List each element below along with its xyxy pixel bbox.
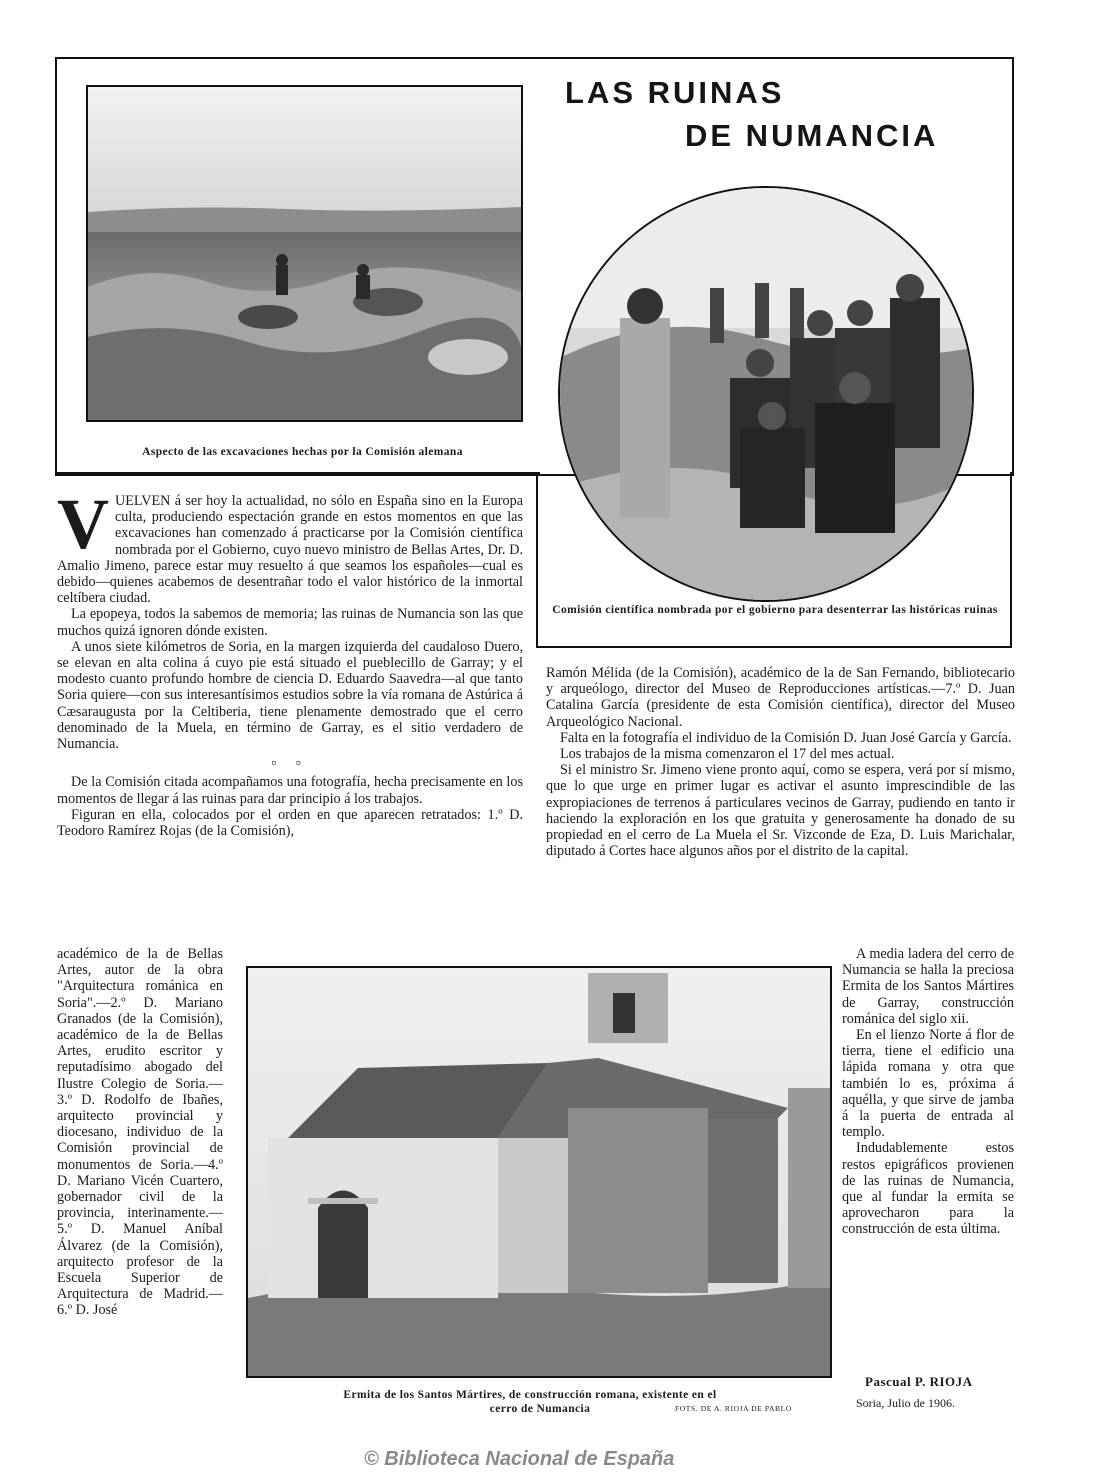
paragraph: De la Comisión citada acompañamos una fotografía, hecha precisamente en los momentos de llegar á las ruinas para dar principio á los trabajos. [57, 774, 523, 807]
dateline: Soria, Julio de 1906. [856, 1396, 955, 1410]
excavation-photo-caption: Aspecto de las excavaciones hechas por la Comisión alemana [142, 446, 463, 458]
photo-credit: FOTS. DE A. RIOJA DE PABLO [675, 1404, 792, 1413]
commission-photo [558, 186, 974, 602]
paragraph: Los trabajos de la misma comenzaron el 17 del mes actual. [560, 746, 895, 763]
paragraph: En el lienzo Norte á flor de tierra, tiene el edificio una lápida romana y otra que también lo es, próxima á aquélla, y que sirve de jamba á la puerta de entrada al templo. [842, 1027, 1014, 1141]
hermitage-photo [246, 966, 832, 1378]
paragraph: Falta en la fotografía el individuo de la Comisión D. Juan José García y García. [560, 729, 1012, 746]
paragraph: académico de la de Bellas Artes, autor de la obra "Arquitectura románica en Soria".—2.º D. Mariano Granados (de la Comisión), académico de la de Bellas Artes, erudito escritor y reputadísimo abogado del Ilustre Colegio de Soria.—3.º D. Rodolfo de Ibañes, arquitecto provincial y diocesano, individuo de la Comisión provincial de monumentos de Soria.—4.º D. Mariano Vicén Cuartero, gobernador civil de la provincia, interinamente.—5.º D. Manuel Aníbal Álvarez (de la Comisión), arquitecto profesor de la Escuela Superior de Arquitectura de Madrid.—6.º D. José [57, 946, 223, 1319]
section-separator: ▫ ▫ [271, 756, 309, 772]
hermitage-photo-caption-line1: Ermita de los Santos Mártires, de construcción romana, existente en el [343, 1389, 717, 1401]
frame-divider [55, 472, 540, 474]
article-title-line1: LAS RUINAS [565, 75, 785, 110]
paragraph: UELVEN á ser hoy la actualidad, no sólo en España sino en la Europa culta, produciendo espectación grande en estos momentos en que las excavaciones han comenzado á practicarse por la Comisión científica nombrada por el Gobierno, cuyo nuevo ministro de Bellas Artes, Dr. D. Amalio Jimeno, parece estar muy resuelto á que seamos los españoles—cual es debido—quienes acabemos de desentrañar todo el valor histórico de la inmortal celtíbera ciudad. [57, 493, 523, 607]
paragraph: La epopeya, todos la sabemos de memoria; las ruinas de Numancia son las que muchos quizá ignoren dónde existen. [57, 606, 523, 639]
paragraph: Figuran en ella, colocados por el orden en que aparecen retratados: 1.º D. Teodoro Ramírez Rojas (de la Comisión), [57, 806, 523, 840]
article-column-3 [842, 946, 1014, 1238]
frame-bottom-right [536, 646, 1012, 648]
excavation-photo [86, 85, 523, 422]
article-title-line2: DE NUMANCIA [685, 118, 939, 153]
paragraph: Si el ministro Sr. Jimeno viene pronto aquí, como se espera, verá por sí mismo, que lo que urge en primer lugar es activar el asunto imprescindible de las expropiaciones de terrenos á particulares vecinos de Garray, pudiendo en tanto ir haciendo la exploración en los que gratuita y generosamente ha donado de su propiedad en el cerro de La Muela el Sr. Vizconde de Eza, D. Luis Marichalar, diputado á Cortes hace algunos años por el distrito de la capital. [546, 762, 1015, 860]
commission-photo-caption: Comisión científica nombrada por el gobierno para desenterrar las históricas ruinas [552, 604, 998, 616]
paragraph: Ramón Mélida (de la Comisión), académico de la de San Fernando, bibliotecario y arqueólogo, director del Museo de Reproducciones artísticas.—7.º D. Juan Catalina García (presidente de esta Comisión científica), director del Museo Arqueológico Nacional. [546, 665, 1015, 730]
article-column-2 [546, 665, 1015, 859]
paragraph: A unos siete kilómetros de Soria, en la margen izquierda del caudaloso Duero, se elevan en alta colina á cuyo pie está situado el pueblecillo de Garray; y el modesto cuanto profundo hombre de ciencia D. Eduardo Saavedra—al que tanto Soria quiere—con sus interesantísimos estudios sobre la vía romana de Astúrica á Cæsaraugusta por la Celtiberia, tiene plenamente demostrado que el cerro denominado de la Muela, en término de Garray, es el sitio verdadero de Numancia. [57, 638, 523, 753]
article-column-1-narrow [57, 946, 223, 1319]
frame-right-edge [536, 472, 538, 648]
hermitage-photo-caption-line2: cerro de Numancia [489, 1403, 591, 1415]
article-column-1 [57, 484, 523, 840]
author-signature: Pascual P. RIOJA [865, 1374, 973, 1389]
copyright-footer: © Biblioteca Nacional de España [364, 1448, 675, 1470]
drop-cap: V [57, 484, 109, 564]
paragraph: A media ladera del cerro de Numancia se halla la preciosa Ermita de los Santos Mártires de Garray, construcción románica del siglo xii. [842, 946, 1014, 1027]
frame-right-low [1010, 472, 1012, 648]
paragraph: Indudablemente estos restos epigráficos provienen de las ruinas de Numancia, que al fundar la ermita se aprovecharon para la construcción de esta última. [842, 1140, 1014, 1238]
